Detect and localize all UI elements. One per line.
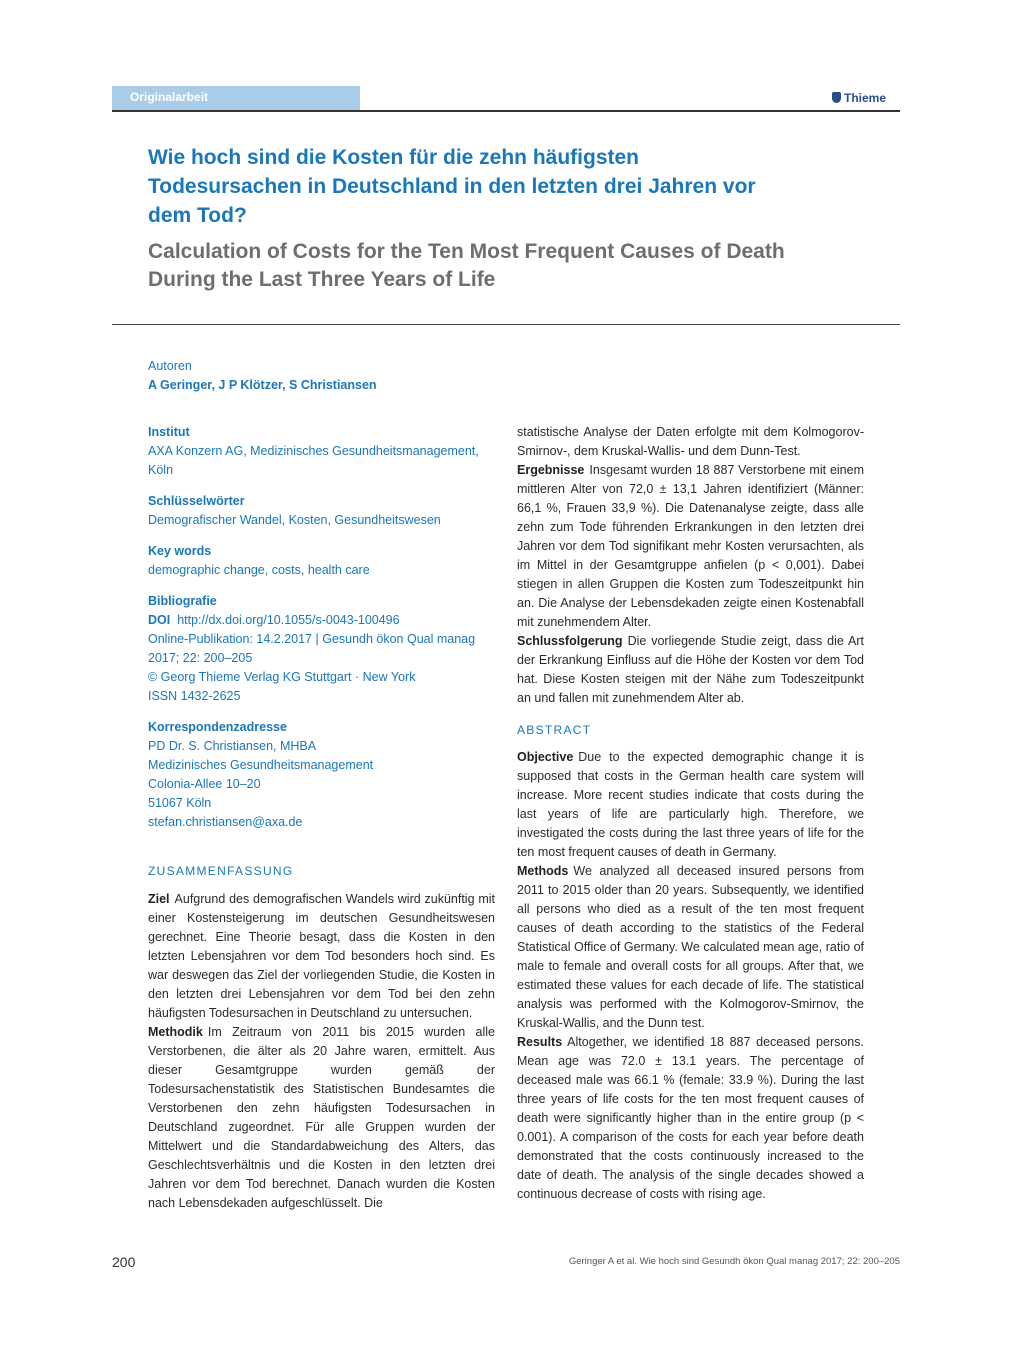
zusammenfassung-heading: ZUSAMMENFASSUNG: [148, 864, 294, 878]
ergebnisse-text: Insgesamt wurden 18 887 Verstorbene mit einem mittleren Alter von 72,0 ± 13,1 Jahren identifiziert (Männer: 66,1 %, Frauen 33,9 %). Die Datenanalyse zeigte, dass alle zehn zum Tode führenden Erkrankungen in den letzten drei Jahren vor dem Tod signifikant mehr Kosten verursachten, als im Mittel in der Gesamtgruppe anfielen (p < 0,001). Dabei stiegen in allen Gruppen die Kosten zum Todeszeitpunkt hin an. Die Analyse der Lebensdekaden zeigte einen Kostenabfall mit zunehmendem Alter.: [517, 463, 864, 629]
results-label: Results: [517, 1035, 563, 1049]
institut-label: Institut: [148, 425, 190, 439]
methodik-label: Methodik: [148, 1025, 203, 1039]
keywords-en-value: demographic change, costs, health care: [148, 563, 370, 577]
methods-paragraph: [517, 862, 864, 1033]
methodik-text-b: statistische Analyse der Daten erfolgte mit dem Kolmogorov-Smirnov-, dem Kruskal-Wallis- und dem Dunn-Test.: [517, 425, 864, 458]
title-rule: [112, 324, 900, 325]
online-publication: Online-Publikation: 14.2.2017 | Gesundh ökon Qual manag 2017; 22: 200–205: [148, 632, 476, 665]
ziel-label: Ziel: [148, 892, 170, 906]
objective-paragraph: [517, 748, 864, 862]
thieme-logo-icon: [832, 92, 841, 103]
bibliografie-label: Bibliografie: [148, 594, 217, 608]
keywords-de-value: Demografischer Wandel, Kosten, Gesundheitswesen: [148, 513, 441, 527]
institut-block: [148, 423, 498, 480]
abstract-heading: ABSTRACT: [517, 723, 592, 737]
correspondence-email[interactable]: stefan.christiansen@axa.de: [148, 815, 303, 829]
methods-label: Methods: [517, 864, 569, 878]
keywords-en-block: [148, 542, 498, 580]
abstract-block: [517, 748, 864, 1204]
results-paragraph: [517, 1033, 864, 1204]
title-german: Wie hoch sind die Kosten für die zehn häufigsten Todesursachen in Deutschland in den letzten drei Jahren vor dem Tod?: [148, 146, 756, 227]
institut-value: AXA Konzern AG, Medizinisches Gesundheitsmanagement, Köln: [148, 444, 479, 477]
schluss-text: Die vorliegende Studie zeigt, dass die Art der Erkrankung Einfluss auf die Höhe der Kosten vor dem Tod hat. Diese Kosten steigen mit der Nähe zum Todeszeitpunkt an und fallen mit zunehmendem Alter ab.: [517, 634, 864, 705]
doi-link[interactable]: http://dx.doi.org/10.1055/s-0043-100496: [177, 613, 400, 627]
correspondence-dept: Medizinisches Gesundheitsmanagement: [148, 758, 374, 772]
schluss-paragraph: [517, 632, 864, 708]
issn: ISSN 1432-2625: [148, 689, 241, 703]
schluss-label: Schlussfolgerung: [517, 634, 623, 648]
section-label: Originalarbeit: [112, 86, 360, 110]
zusammenfassung-right: [517, 423, 864, 708]
ergebnisse-label: Ergebnisse: [517, 463, 585, 477]
correspondence-name: PD Dr. S. Christiansen, MHBA: [148, 739, 317, 753]
methodik-text-a: Im Zeitraum von 2011 bis 2015 wurden alle Verstorbenen, die älter als 20 Jahre waren, ermittelt. Aus dieser Gesamtgruppe wurden gemäß der Todesursachenstatistik des Statistischen Bundesamtes die Verstorbenen den zehn häufigsten Todesursachen in Deutschland zugeordnet. Für alle Gruppen wurden der Mittelwert und die Standardabweichung des Alters, das Geschlechtsverhältnis und die Kosten in den letzten drei Jahren vor dem Tod berechnet. Danach wurden die Kosten nach Lebensdekaden aufgeschlüsselt. Die: [148, 1025, 495, 1210]
authors-names: A Geringer, J P Klötzer, S Christiansen: [148, 378, 377, 392]
footer-citation: Geringer A et al. Wie hoch sind Gesundh ökon Qual manag 2017; 22: 200–205: [568, 1256, 900, 1267]
ziel-paragraph: [148, 890, 495, 1023]
authors-block: [148, 357, 498, 395]
bibliografie-block: [148, 592, 498, 706]
methods-text: We analyzed all deceased insured persons from 2011 to 2015 older than 20 years. Subsequently, we identified all persons who died as a result of the ten most frequent causes of death according to the statistics of the Federal Statistical Office of Germany. We calculated mean age, ratio of male to female and overall costs for all groups. After that, we estimated these values for each decade of life. The statistical analysis was performed with the Kolmogorov-Smirnov, the Kruskal-Wallis, and the Dunn test.: [517, 864, 864, 1030]
page-number: 200: [112, 1254, 136, 1270]
ziel-text: Aufgrund des demografischen Wandels wird zukünftig mit einer Kostensteigerung im deutschen Gesundheitswesen gerechnet. Eine Theorie besagt, dass die Kosten in den letzten Lebensjahren vor dem Tod besonders hoch sind. Es war deswegen das Ziel der vorliegenden Studie, die Kosten in den letzten drei Lebensjahren vor dem Tod bei den zehn häufigsten Todesursachen in Deutschland zu untersuchen.: [148, 892, 495, 1020]
publisher-name: Thieme: [843, 91, 886, 105]
correspondence-city: 51067 Köln: [148, 796, 212, 810]
keywords-de-block: [148, 492, 498, 530]
correspondence-label: Korrespondenzadresse: [148, 720, 287, 734]
objective-text: Due to the expected demographic change it is supposed that costs in the German health care system will increase. More recent studies indicate that costs during the last years of life are particularly high. Therefore, we investigated the costs during the last three years of life for the ten most frequent causes of death in Germany.: [517, 750, 864, 859]
keywords-en-label: Key words: [148, 544, 212, 558]
zusammenfassung-left: [148, 890, 495, 1213]
correspondence-street: Colonia-Allee 10–20: [148, 777, 261, 791]
ergebnisse-paragraph: [517, 461, 864, 632]
methodik-paragraph: [148, 1023, 495, 1213]
title-english: Calculation of Costs for the Ten Most Frequent Causes of Death During the Last Three Years of Life: [148, 240, 785, 291]
copyright: © Georg Thieme Verlag KG Stuttgart · New York: [148, 670, 416, 684]
header-rule: [112, 110, 900, 112]
authors-label: Autoren: [148, 359, 192, 373]
objective-label: Objective: [517, 750, 574, 764]
keywords-de-label: Schlüsselwörter: [148, 494, 245, 508]
doi-label: DOI: [148, 613, 171, 627]
results-text: Altogether, we identified 18 887 deceased persons. Mean age was 72.0 ± 13.1 years. The percentage of deceased male was 66.1 % (female: 33.9 %). During the last three years of life costs for the ten most frequent causes of death were significantly higher than in the entire group (p < 0.001). A comparison of the costs for each year before death demonstrated that the costs continuously increased to the date of death. The analysis of the single decades showed a continuous decrease of costs with rising age.: [517, 1035, 864, 1201]
correspondence-block: [148, 718, 498, 832]
publisher-logo: [832, 91, 886, 105]
